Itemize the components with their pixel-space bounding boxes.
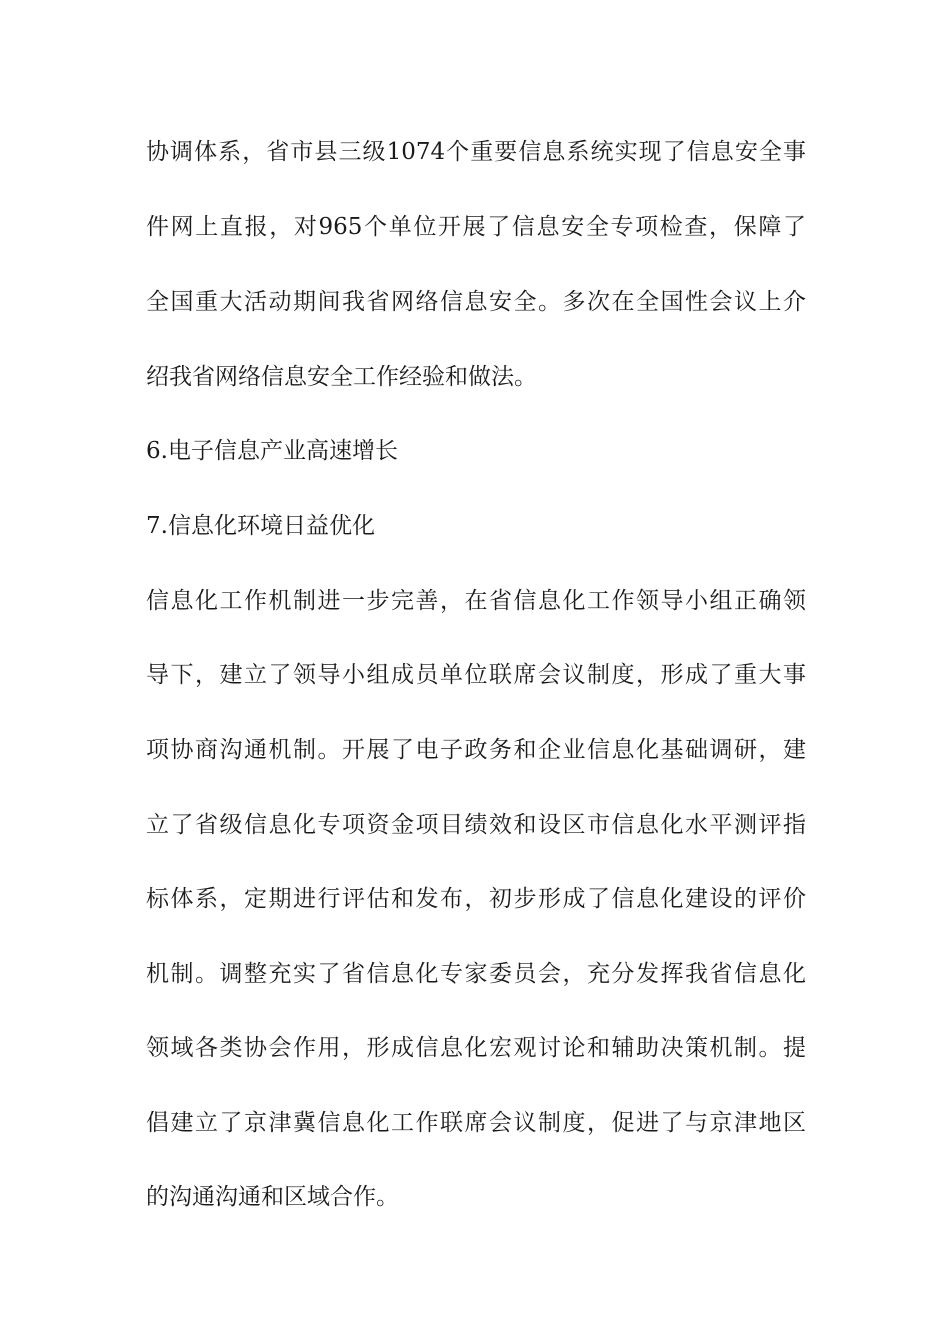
section-heading-6: 6.电子信息产业高速增长 <box>146 438 398 464</box>
paragraph-2-line-3: 项协商沟通机制。开展了电子政务和企业信息化基础调研，建 <box>146 737 806 763</box>
paragraph-1-line-2: 件网上直报，对965个单位开展了信息安全专项检查，保障了 <box>146 214 806 240</box>
paragraph-1-line-4: 绍我省网络信息安全工作经验和做法。 <box>146 364 537 390</box>
paragraph-2-line-4: 立了省级信息化专项资金项目绩效和设区市信息化水平测评指 <box>146 812 806 838</box>
paragraph-2-line-2: 导下，建立了领导小组成员单位联席会议制度，形成了重大事 <box>146 662 806 688</box>
section-heading-7: 7.信息化环境日益优化 <box>146 513 375 539</box>
paragraph-2-line-7: 领域各类协会作用，形成信息化宏观讨论和辅助决策机制。提 <box>146 1035 806 1061</box>
paragraph-1-line-1: 协调体系，省市县三级1074个重要信息系统实现了信息安全事 <box>146 139 806 165</box>
paragraph-1-line-3: 全国重大活动期间我省网络信息安全。多次在全国性会议上介 <box>146 289 806 315</box>
paragraph-2-line-5: 标体系，定期进行评估和发布，初步形成了信息化建设的评价 <box>146 886 806 912</box>
paragraph-2-line-6: 机制。调整充实了省信息化专家委员会，充分发挥我省信息化 <box>146 961 806 987</box>
paragraph-2-line-9: 的沟通沟通和区域合作。 <box>146 1184 399 1210</box>
paragraph-2-line-8: 倡建立了京津冀信息化工作联席会议制度，促进了与京津地区 <box>146 1110 806 1136</box>
paragraph-2-line-1: 信息化工作机制进一步完善，在省信息化工作领导小组正确领 <box>146 588 806 614</box>
